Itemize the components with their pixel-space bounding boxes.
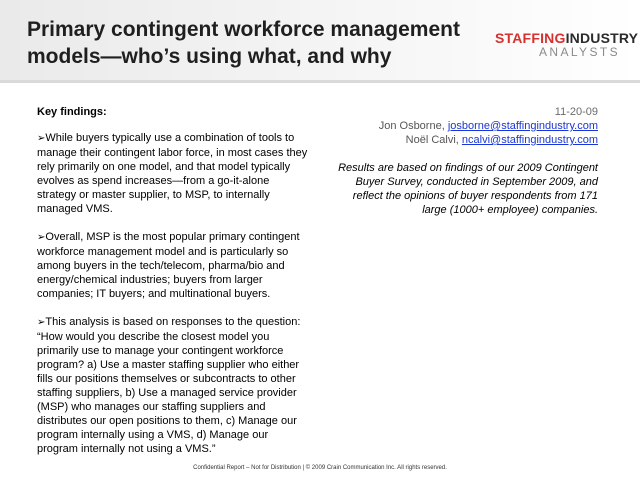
footer-confidential: Confidential Report – Not for Distribution | © 2009 Crain Communication Inc. All rights reserved. <box>193 465 447 471</box>
finding-text: Overall, MSP is the most popular primary contingent workforce management model and is particularly so among buyers in the tech/telecom, pharma/bio and energy/chemical industries; buyers from larger companies; IT buyers; and multinational buyers. <box>37 231 300 300</box>
finding-paragraph <box>37 131 309 216</box>
author-email-link[interactable]: josborne@staffingindustry.com <box>447 120 598 132</box>
bullet-arrow-icon: ➢ <box>37 133 46 144</box>
finding-paragraph <box>37 230 309 301</box>
logo-word-industry: INDUSTRY <box>565 30 639 46</box>
finding-paragraph <box>37 315 309 456</box>
bullet-arrow-icon: ➢ <box>37 317 46 328</box>
key-findings-heading: Key findings: <box>37 106 107 118</box>
report-date: 11-20-09 <box>554 106 598 118</box>
author-email-link[interactable]: ncalvi@staffingindustry.com <box>461 134 598 146</box>
company-logo <box>495 30 639 59</box>
author-line <box>330 133 598 147</box>
author-name: Noël Calvi, <box>405 134 459 146</box>
header-divider <box>0 80 640 83</box>
logo-word-staffing: STAFFING <box>495 30 566 46</box>
finding-text: While buyers typically use a combination of tools to manage their contingent labor force, in most cases they rely primarily on one model, and that model typically evolves as spend increases—from a go-it-alone strategy or master supplier, to MSP, to internally managed VMS. <box>37 132 308 215</box>
author-name: Jon Osborne, <box>378 120 445 132</box>
survey-note: Results are based on findings of our 2009 Contingent Buyer Survey, conducted in September 2009, and reflect the opinions of buyer respondents from 171 large (1000+ employee) companies. <box>338 162 598 216</box>
author-line <box>330 119 598 133</box>
page-title: Primary contingent workforce management models—who’s using what, and why <box>27 18 460 68</box>
bullet-arrow-icon: ➢ <box>37 232 46 243</box>
finding-text: This analysis is based on responses to the question: “How would you describe the closest model you primarily use to manage your contingent workforce program? a) Use a master staffing supplier who either fills our positions themselves or subcontracts to other staffing suppliers, b) Use a managed service provider (MSP) who manages our staffing suppliers and distributes our open positions to them, c) Manage our program internally using a VMS, d) Manage our program internally not using a VMS.” <box>37 316 301 455</box>
logo-word-analysts: ANALYSTS <box>539 45 620 59</box>
report-meta <box>330 105 598 217</box>
key-findings <box>37 105 309 470</box>
